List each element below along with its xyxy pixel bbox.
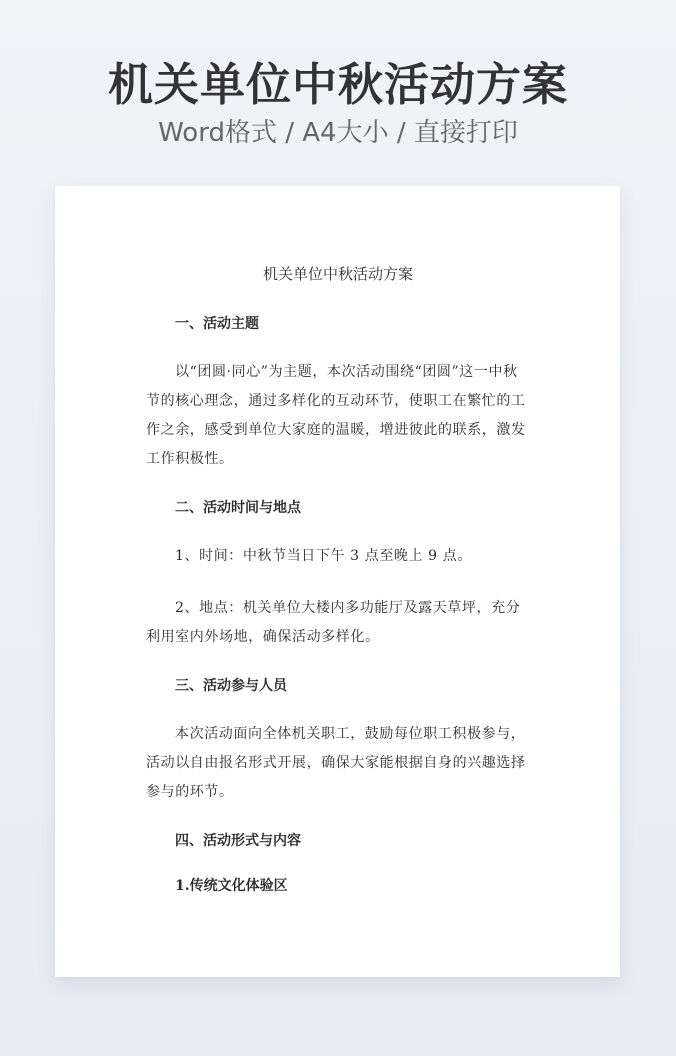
document-title: 机关单位中秋活动方案 bbox=[262, 265, 413, 283]
document-page bbox=[55, 186, 620, 977]
section-heading-theme: 一、活动主题 bbox=[175, 316, 259, 332]
section-paragraph: 2、地点：机关单位大楼内多功能厅及露天草坪，充分利用室内外场地，确保活动多样化。 bbox=[146, 600, 521, 645]
subsection-heading-traditional-culture: 1.传统文化体验区 bbox=[175, 878, 288, 894]
section-paragraph: 以“团圆·同心”为主题，本次活动围绕“团圆”这一中秋节的核心理念，通过多样化的互动环节，使职工在繁忙的工作之余，感受到单位大家庭的温暖，增进彼此的联系，激发工作积极性。 bbox=[146, 364, 526, 467]
section-heading-participants: 三、活动参与人员 bbox=[175, 678, 287, 694]
page-subtitle: Word格式 / A4大小 / 直接打印 bbox=[158, 118, 518, 148]
header bbox=[0, 0, 676, 170]
section-paragraph: 本次活动面向全体机关职工，鼓励每位职工积极参与，活动以自由报名形式开展，确保大家能根据自身的兴趣选择参与的环节。 bbox=[146, 726, 526, 800]
section-paragraph: 1、时间：中秋节当日下午 3 点至晚上 9 点。 bbox=[175, 548, 472, 564]
section-heading-forms-content: 四、活动形式与内容 bbox=[175, 833, 301, 849]
section-heading-time-place: 二、活动时间与地点 bbox=[175, 500, 301, 516]
page-title: 机关单位中秋活动方案 bbox=[107, 58, 568, 111]
document-body bbox=[146, 263, 530, 897]
